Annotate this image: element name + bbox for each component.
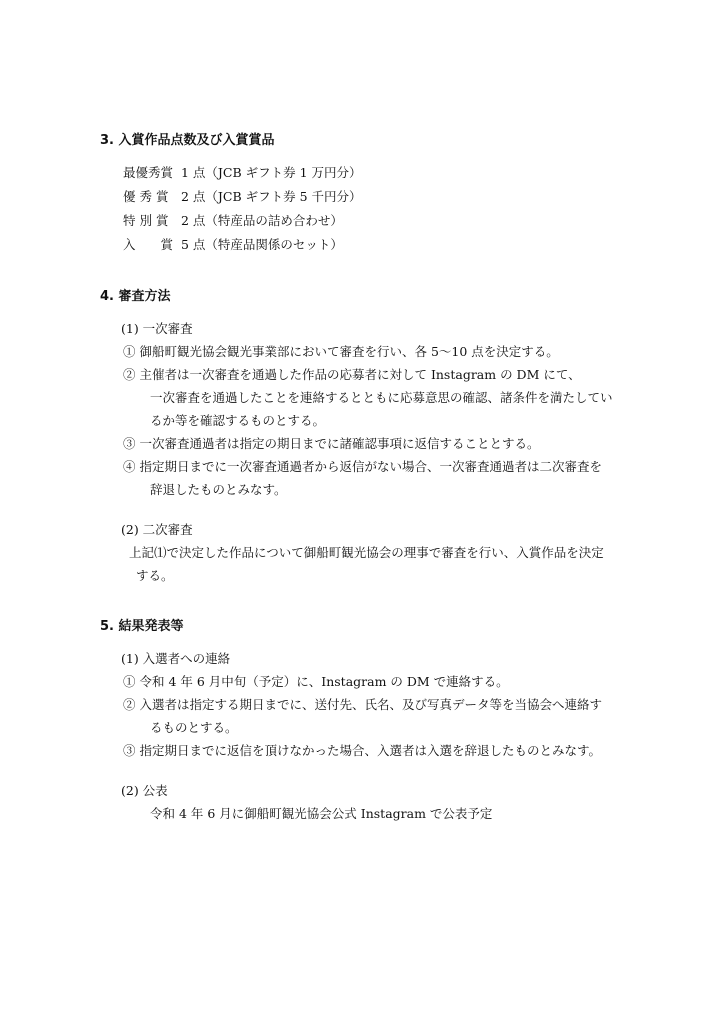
- prize-row: [123, 165, 362, 181]
- list-item-continuation: 一次審査を通過したことを連絡するとともに応募意思の確認、諸条件を満たしてい: [150, 390, 613, 405]
- prize-label: 特 別 賞: [123, 213, 169, 228]
- section-5-heading: 5. 結果発表等: [100, 619, 184, 634]
- list-item-continuation: 辞退したものとみなす。: [150, 482, 287, 497]
- prize-value: 2 点（JCB ギフト券 5 千円分）: [180, 189, 362, 204]
- list-item: ② 主催者は一次審査を通過した作品の応募者に対して Instagram の DM にて、: [123, 367, 581, 382]
- list-item: ③ 一次審査通過者は指定の期日までに諸確認事項に返信することとする。: [123, 436, 540, 451]
- list-item: ④ 指定期日までに一次審査通過者から返信がない場合、一次審査通過者は二次審査を: [123, 459, 602, 474]
- subsection-title: (1) 一次審査: [121, 321, 193, 336]
- subsection-title: (2) 公表: [121, 783, 168, 798]
- prize-value: 5 点（特産品関係のセット）: [180, 237, 343, 252]
- section-3-heading: 3. 入賞作品点数及び入賞賞品: [100, 133, 275, 148]
- list-item: ③ 指定期日までに返信を頂けなかった場合、入選者は入選を辞退したものとみなす。: [123, 743, 601, 758]
- subsection-title: (1) 入選者への連絡: [121, 651, 231, 666]
- list-item-continuation: るか等を確認するものとする。: [150, 413, 326, 428]
- prize-value: 1 点（JCB ギフト券 1 万円分）: [180, 165, 362, 180]
- prize-row: [123, 213, 343, 229]
- list-item: ② 入選者は指定する期日までに、送付先、氏名、及び写真データ等を当協会へ連絡す: [123, 697, 602, 712]
- prize-row: [123, 189, 362, 205]
- subsection-title: (2) 二次審査: [121, 522, 193, 537]
- list-item-continuation: るものとする。: [150, 720, 238, 735]
- section-4-heading: 4. 審査方法: [100, 289, 171, 304]
- prize-row: [123, 237, 343, 253]
- prize-value: 2 点（特産品の詰め合わせ）: [180, 213, 343, 228]
- paragraph-line: する。: [136, 568, 174, 583]
- prize-label: 優 秀 賞: [123, 189, 169, 204]
- list-item: ① 令和 4 年 6 月中旬（予定）に、Instagram の DM で連絡する。: [123, 674, 509, 689]
- paragraph-line: 令和 4 年 6 月に御船町観光協会公式 Instagram で公表予定: [150, 806, 493, 821]
- paragraph-line: 上記⑴で決定した作品について御船町観光協会の理事で審査を行い、入賞作品を決定: [129, 545, 604, 560]
- prize-label: 最優秀賞: [123, 165, 174, 180]
- list-item: ① 御船町観光協会観光事業部において審査を行い、各 5〜10 点を決定する。: [123, 344, 559, 359]
- prize-label: 入 賞: [123, 237, 174, 252]
